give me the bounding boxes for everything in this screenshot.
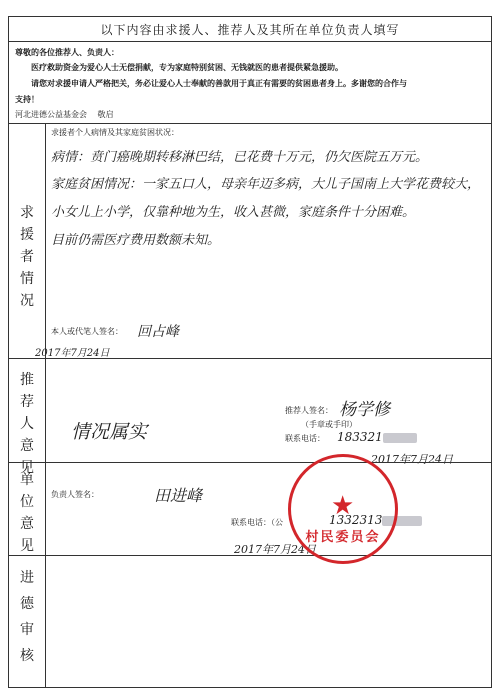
section-label-unit: 单位意见 bbox=[20, 472, 34, 554]
recommender-seal-note: （手章或手印） bbox=[301, 420, 357, 429]
recommender-phone-value: 183321 bbox=[337, 430, 417, 444]
notice-signature: 河北进德公益基金会 敬启 bbox=[15, 110, 114, 119]
applicant-signature: 回占峰 bbox=[137, 324, 179, 340]
applicant-sign-label: 本人或代笔人签名： bbox=[51, 327, 123, 336]
form-header: 以下内容由求援人、推荐人及其所在单位负责人填写 bbox=[100, 23, 400, 37]
applicant-heading: 求援者个人病情及其家庭贫困状况： bbox=[51, 128, 179, 137]
unit-phone-value: 1332313 bbox=[329, 513, 422, 527]
unit-date: 2017年7月24日 bbox=[234, 543, 316, 556]
unit-phone-label: 联系电话：（公 bbox=[231, 518, 283, 527]
recommender-signature: 杨学修 bbox=[339, 400, 390, 420]
section-label-applicant: 求援者情况 bbox=[20, 205, 34, 309]
stamp-text: 村民委员会 bbox=[305, 530, 381, 545]
divider bbox=[9, 123, 491, 124]
applicant-line-2: 家庭贫困情况：一家五口人，母亲年迈多病，大儿子国南上大学花费较大， bbox=[51, 177, 481, 192]
notice-greeting: 尊敬的各位推荐人、负责人： bbox=[15, 48, 119, 57]
notice-line-2: 请您对求援申请人严格把关，务必让爱心人士奉献的善款用于真正有需要的贫困患者身上。多谢您的合作与 bbox=[31, 79, 407, 88]
column-divider bbox=[45, 123, 46, 687]
applicant-line-3: 小女儿上小学，仅靠种地为生，收入甚微，家庭条件十分困难。 bbox=[51, 205, 416, 220]
unit-leader-signature: 田进峰 bbox=[154, 486, 203, 505]
recommender-opinion: 情况属实 bbox=[71, 421, 148, 443]
divider bbox=[9, 358, 491, 359]
recommender-sign-label: 推荐人签名： bbox=[285, 406, 333, 415]
recommender-phone-label: 联系电话： bbox=[285, 434, 325, 443]
unit-leader-label: 负责人签名： bbox=[51, 490, 99, 499]
star-icon: ★ bbox=[331, 491, 355, 521]
notice-line-1: 医疗救助资金为爱心人士无偿捐献，专为家庭特别贫困、无钱就医的患者提供紧急援助。 bbox=[31, 63, 343, 72]
section-label-review: 进德审核 bbox=[20, 570, 34, 664]
divider bbox=[9, 555, 491, 556]
redacted-blur bbox=[383, 433, 417, 443]
notice-line-3: 支持！ bbox=[15, 95, 39, 104]
divider bbox=[9, 462, 491, 463]
applicant-line-4: 目前仍需医疗费用数额未知。 bbox=[51, 233, 221, 248]
section-label-recommender: 推荐人意见 bbox=[20, 372, 34, 476]
recommender-date: 2017年7月24日 bbox=[371, 453, 453, 466]
application-form bbox=[8, 16, 492, 688]
applicant-date: 2017年7月24日 bbox=[35, 348, 110, 359]
divider bbox=[9, 41, 491, 42]
applicant-line-1: 病情：贲门癌晚期转移淋巴结，已花费十万元，仍欠医院五万元。 bbox=[51, 150, 429, 165]
official-seal-stamp bbox=[288, 454, 398, 564]
